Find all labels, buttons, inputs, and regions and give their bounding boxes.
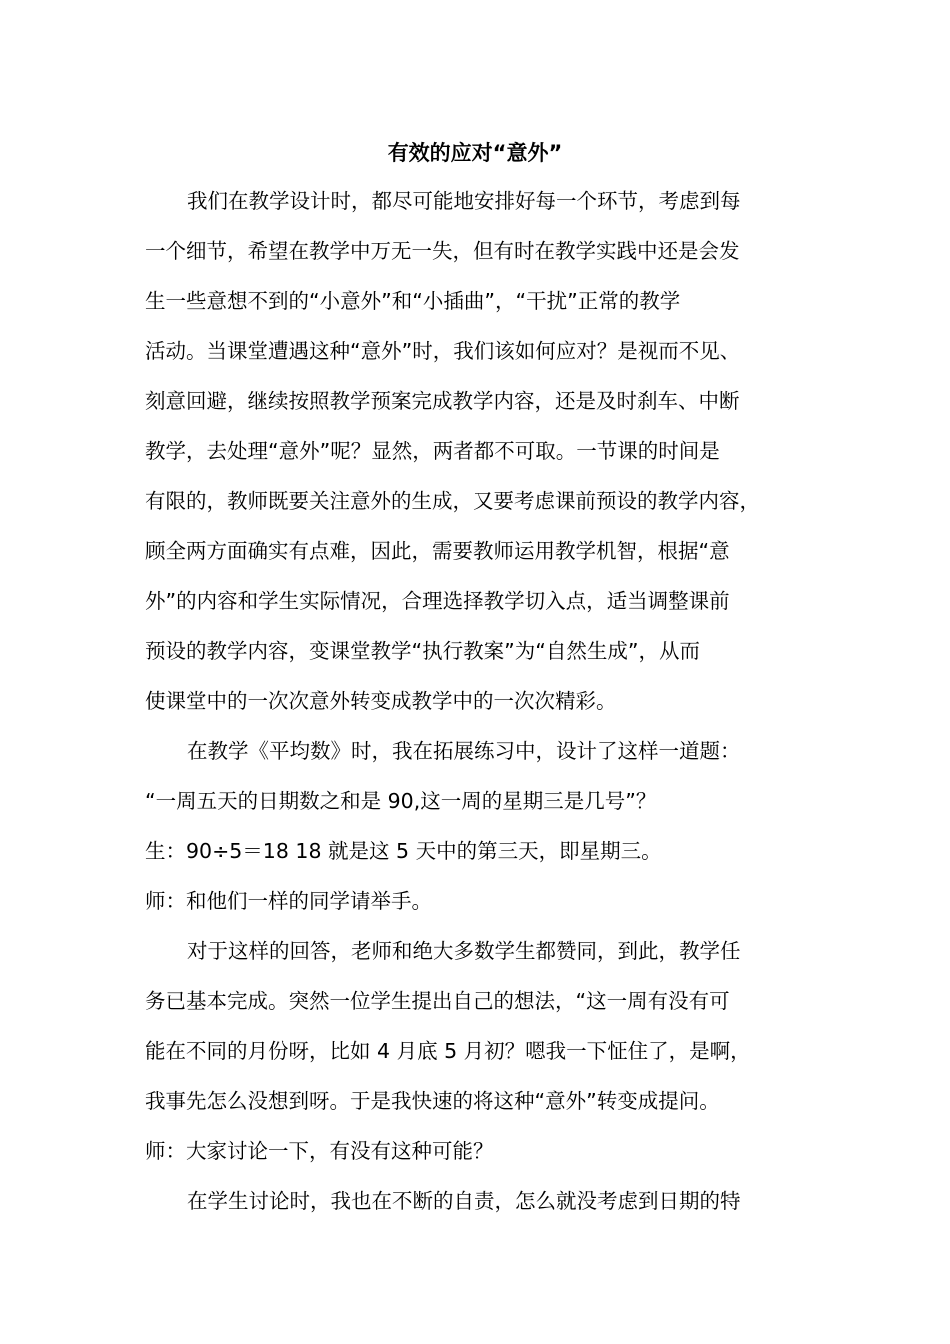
- paragraph-line: 一个细节，希望在教学中万无一失，但有时在教学实践中还是会发: [145, 239, 740, 263]
- document-title: 有效的应对“意外”: [387, 141, 563, 165]
- paragraph-line: 有限的，教师既要关注意外的生成，又要考虑课前预设的教学内容，: [145, 489, 760, 513]
- paragraph-line: “一周五天的日期数之和是 90,这一周的星期三是几号”？: [145, 789, 657, 813]
- paragraph-line: 我们在教学设计时，都尽可能地安排好每一个环节，考虑到每: [187, 189, 741, 213]
- paragraph-line: 预设的教学内容，变课堂教学“执行教案”为“自然生成”，从而: [145, 639, 700, 663]
- paragraph-line: 使课堂中的一次次意外转变成教学中的一次次精彩。: [145, 689, 617, 713]
- paragraph-line: 顾全两方面确实有点难，因此，需要教师运用教学机智，根据“意: [145, 539, 730, 563]
- paragraph-line: 能在不同的月份呀，比如 4 月底 5 月初？嗯我一下怔住了，是啊，: [145, 1039, 751, 1063]
- dialogue-line-teacher: 师：大家讨论一下，有没有这种可能？: [145, 1139, 494, 1163]
- paragraph-line: 我事先怎么没想到呀。于是我快速的将这种“意外”转变成提问。: [145, 1089, 720, 1113]
- paragraph-line: 教学，去处理“意外”呢？显然，两者都不可取。一节课的时间是: [145, 439, 720, 463]
- paragraph-line: 在学生讨论时，我也在不断的自责，怎么就没考虑到日期的特: [187, 1189, 741, 1213]
- paragraph-line: 务已基本完成。突然一位学生提出自己的想法，“这一周有没有可: [145, 989, 730, 1013]
- paragraph-line: 对于这样的回答，老师和绝大多数学生都赞同，到此，教学任: [187, 939, 741, 963]
- paragraph-line: 刻意回避，继续按照教学预案完成教学内容，还是及时刹车、中断: [145, 389, 740, 413]
- paragraph-line: 生一些意想不到的“小意外”和“小插曲”，“干扰”正常的教学: [145, 289, 681, 313]
- paragraph-line: 外”的内容和学生实际情况，合理选择教学切入点，适当调整课前: [145, 589, 730, 613]
- dialogue-line-teacher: 师：和他们一样的同学请举手。: [145, 889, 432, 913]
- paragraph-line: 活动。当课堂遭遇这种“意外”时，我们该如何应对？是视而不见、: [145, 339, 741, 363]
- paragraph-line: 在教学《平均数》时，我在拓展练习中，设计了这样一道题：: [187, 739, 741, 763]
- dialogue-line-student: 生：90÷5＝18 18 就是这 5 天中的第三天，即星期三。: [145, 839, 662, 863]
